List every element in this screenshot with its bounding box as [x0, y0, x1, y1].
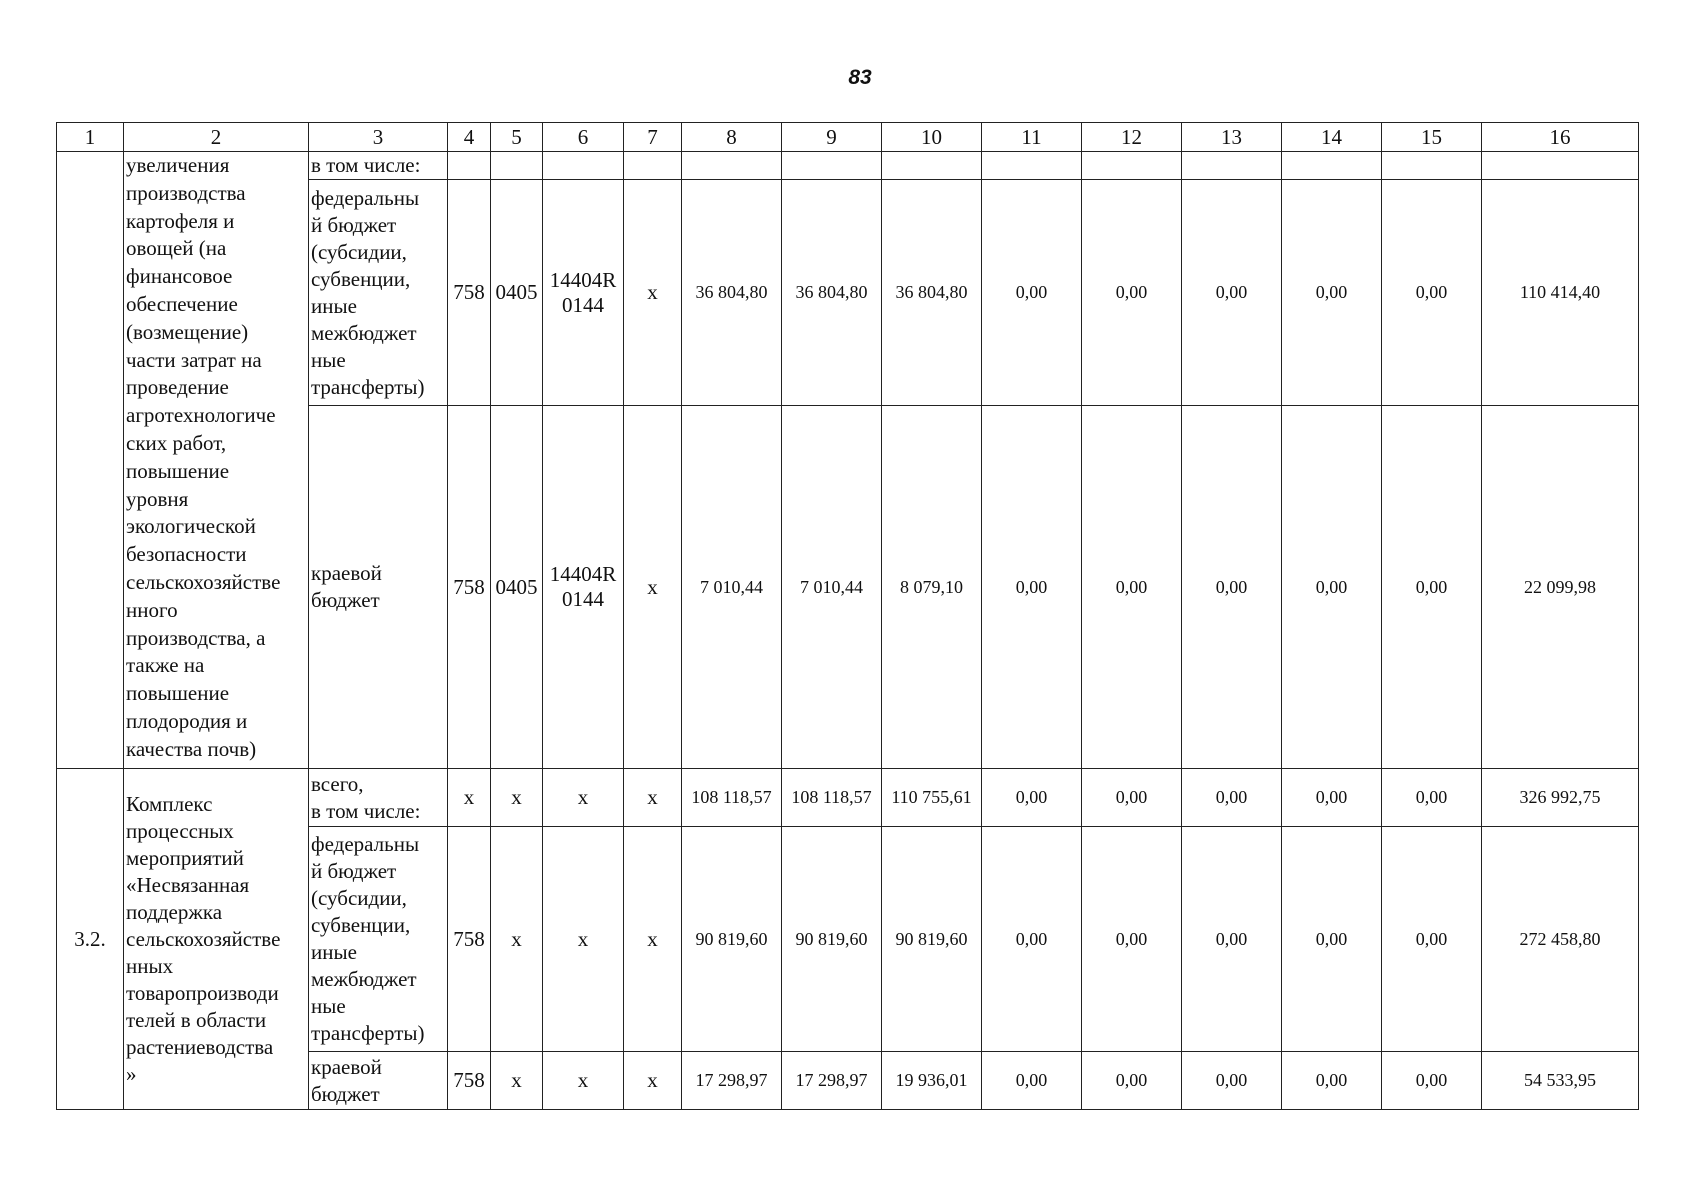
- table-cell: 0,00: [1282, 827, 1382, 1052]
- table-cell: [624, 152, 682, 180]
- table-cell: 22 099,98: [1482, 406, 1639, 769]
- table-cell: 0,00: [1182, 406, 1282, 769]
- table-cell: 0,00: [1282, 406, 1382, 769]
- table-cell: 0,00: [1082, 406, 1182, 769]
- table-cell: 0,00: [1182, 769, 1282, 827]
- table-cell: 108 118,57: [782, 769, 882, 827]
- table-cell: 0405: [491, 406, 543, 769]
- table-cell: 0,00: [982, 769, 1082, 827]
- table-cell: 7 010,44: [782, 406, 882, 769]
- table-cell: 0,00: [1082, 769, 1182, 827]
- table-cell: х: [491, 769, 543, 827]
- table-cell: 110 414,40: [1482, 180, 1639, 406]
- header-cell: 12: [1082, 123, 1182, 152]
- table-cell: [1282, 152, 1382, 180]
- header-cell: 6: [543, 123, 624, 152]
- table-cell: 326 992,75: [1482, 769, 1639, 827]
- table-cell: 0,00: [1382, 406, 1482, 769]
- table-cell: 0,00: [1182, 1052, 1282, 1110]
- funding-source-cell: федеральны й бюджет (субсидии, субвенции, иные межбюджет ные трансферты): [309, 180, 448, 406]
- table-cell: 14404R 0144: [543, 180, 624, 406]
- table-cell: х: [448, 769, 491, 827]
- funding-source-cell: в том числе:: [309, 152, 448, 180]
- table-cell: 0,00: [982, 827, 1082, 1052]
- table-cell: 90 819,60: [882, 827, 982, 1052]
- table-cell: 0,00: [982, 1052, 1082, 1110]
- table-cell: [982, 152, 1082, 180]
- funding-source-cell: всего, в том числе:: [309, 769, 448, 827]
- header-cell: 8: [682, 123, 782, 152]
- table-cell: 110 755,61: [882, 769, 982, 827]
- description-cell: увеличения производства картофеля и овощей (на финансовое обеспечение (возмещение) части затрат на проведение агротехнологиче ских работ, повышение уровня экологической безопасности сельскохозяйстве нного производства, а также на повышение плодородия и качества почв): [124, 152, 309, 769]
- table-cell: 0,00: [982, 406, 1082, 769]
- table-cell: 108 118,57: [682, 769, 782, 827]
- table-cell: 758: [448, 406, 491, 769]
- table-cell: 36 804,80: [782, 180, 882, 406]
- table-cell: [491, 152, 543, 180]
- table-cell: х: [624, 1052, 682, 1110]
- table-cell: [882, 152, 982, 180]
- table-cell: х: [491, 1052, 543, 1110]
- page-number: 83: [848, 66, 872, 89]
- table-cell: 0,00: [1182, 180, 1282, 406]
- table-cell: 0,00: [1082, 1052, 1182, 1110]
- table-cell: 36 804,80: [682, 180, 782, 406]
- table-cell: [448, 152, 491, 180]
- funding-source-cell: краевой бюджет: [309, 1052, 448, 1110]
- header-cell: 16: [1482, 123, 1639, 152]
- table-cell: 0,00: [1282, 769, 1382, 827]
- header-cell: 1: [57, 123, 124, 152]
- funding-source-cell: федеральны й бюджет (субсидии, субвенции, иные межбюджет ные трансферты): [309, 827, 448, 1052]
- table-cell: х: [624, 827, 682, 1052]
- header-cell: 15: [1382, 123, 1482, 152]
- table-cell: 0,00: [1082, 827, 1182, 1052]
- table-cell: 0,00: [982, 180, 1082, 406]
- table-cell: 19 936,01: [882, 1052, 982, 1110]
- header-cell: 4: [448, 123, 491, 152]
- table-cell: 14404R 0144: [543, 406, 624, 769]
- table-cell: 0,00: [1282, 180, 1382, 406]
- table-cell: 758: [448, 180, 491, 406]
- table-cell: 54 533,95: [1482, 1052, 1639, 1110]
- table-cell: 758: [448, 827, 491, 1052]
- table-cell: х: [624, 406, 682, 769]
- budget-table: [56, 122, 1639, 1110]
- table-cell: х: [543, 827, 624, 1052]
- table-row: [57, 152, 1639, 180]
- header-cell: 10: [882, 123, 982, 152]
- table-cell: 0,00: [1382, 180, 1482, 406]
- table-cell: 0,00: [1382, 1052, 1482, 1110]
- number-cell: 3.2.: [57, 769, 124, 1110]
- header-cell: 11: [982, 123, 1082, 152]
- header-cell: 13: [1182, 123, 1282, 152]
- table-cell: 90 819,60: [782, 827, 882, 1052]
- header-cell: 2: [124, 123, 309, 152]
- table-cell: 8 079,10: [882, 406, 982, 769]
- description-cell: Комплекс процессных мероприятий «Несвязанная поддержка сельскохозяйстве нных товаропроизводи телей в области растениеводства »: [124, 769, 309, 1110]
- header-cell: 7: [624, 123, 682, 152]
- header-cell: 14: [1282, 123, 1382, 152]
- header-cell: 5: [491, 123, 543, 152]
- table-cell: 0,00: [1282, 1052, 1382, 1110]
- table-cell: 17 298,97: [682, 1052, 782, 1110]
- table-cell: [782, 152, 882, 180]
- table-cell: х: [491, 827, 543, 1052]
- table-cell: 0,00: [1382, 827, 1482, 1052]
- table-cell: [1182, 152, 1282, 180]
- table-cell: х: [543, 769, 624, 827]
- table-cell: 36 804,80: [882, 180, 982, 406]
- table-cell: 90 819,60: [682, 827, 782, 1052]
- table-cell: 0405: [491, 180, 543, 406]
- table-cell: [1082, 152, 1182, 180]
- table-cell: [682, 152, 782, 180]
- table-cell: 272 458,80: [1482, 827, 1639, 1052]
- number-cell: [57, 152, 124, 769]
- table-cell: 0,00: [1082, 180, 1182, 406]
- table-cell: 758: [448, 1052, 491, 1110]
- table-row: [57, 769, 1639, 827]
- funding-source-cell: краевой бюджет: [309, 406, 448, 769]
- header-cell: 9: [782, 123, 882, 152]
- table-cell: 0,00: [1182, 827, 1282, 1052]
- header-row: [57, 123, 1639, 152]
- table-cell: 17 298,97: [782, 1052, 882, 1110]
- table-cell: х: [543, 1052, 624, 1110]
- header-cell: 3: [309, 123, 448, 152]
- table-cell: х: [624, 180, 682, 406]
- table-cell: [543, 152, 624, 180]
- table-cell: 0,00: [1382, 769, 1482, 827]
- table-cell: [1382, 152, 1482, 180]
- table-cell: [1482, 152, 1639, 180]
- table-cell: 7 010,44: [682, 406, 782, 769]
- table-cell: х: [624, 769, 682, 827]
